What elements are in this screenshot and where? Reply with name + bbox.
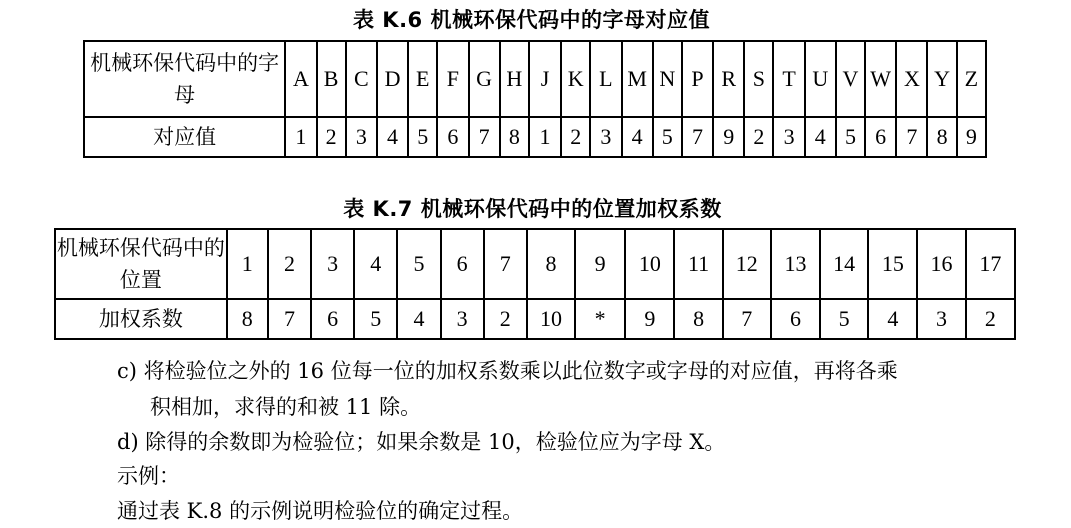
table-k6-value-cell: 3 bbox=[346, 117, 377, 157]
table-k6-value-cell: 5 bbox=[408, 117, 437, 157]
table-k7 bbox=[54, 228, 1016, 340]
table-k6-value-cell: 4 bbox=[805, 117, 836, 157]
table-k7-weight-cell: 3 bbox=[441, 299, 484, 339]
table-k6-caption: 表 K.6 机械环保代码中的字母对应值 bbox=[353, 8, 710, 32]
table-k6-value-cell: 2 bbox=[317, 117, 346, 157]
table-k6-letter-cell: Z bbox=[957, 41, 986, 117]
table-k7-position-cell: 7 bbox=[484, 229, 527, 299]
table-k6-value-cell: 1 bbox=[285, 117, 316, 157]
table-k6-value-cell: 4 bbox=[377, 117, 408, 157]
table-k6-letter-cell: D bbox=[377, 41, 408, 117]
table-k7-weight-cell: 5 bbox=[354, 299, 397, 339]
table-k6-value-cell: 8 bbox=[500, 117, 529, 157]
table-k7-weight-cell: 10 bbox=[527, 299, 575, 339]
table-k6-letter-cell: J bbox=[529, 41, 561, 117]
table-k6-value-cell: 5 bbox=[653, 117, 682, 157]
table-k6-value-cell: 6 bbox=[865, 117, 896, 157]
table-k6-letter-header: 机械环保代码中的字母 bbox=[84, 41, 285, 117]
table-k6-value-cell: 9 bbox=[713, 117, 744, 157]
table-k7-position-cell: 15 bbox=[868, 229, 917, 299]
table-k6-value-cell: 4 bbox=[622, 117, 653, 157]
table-k7-position-header: 机械环保代码中的位置 bbox=[55, 229, 227, 299]
table-k6-value-row bbox=[84, 117, 986, 157]
table-k7-weight-cell: 2 bbox=[484, 299, 527, 339]
table-k6-value-cell: 8 bbox=[927, 117, 956, 157]
table-k6-value-cell: 5 bbox=[836, 117, 865, 157]
table-k7-weight-cell: 5 bbox=[820, 299, 868, 339]
table-k7-position-cell: 17 bbox=[966, 229, 1015, 299]
table-k7-weight-cell: 4 bbox=[868, 299, 917, 339]
table-k6-value-cell: 1 bbox=[529, 117, 561, 157]
table-k6-value-cell: 2 bbox=[561, 117, 590, 157]
table-k6-letter-cell: V bbox=[836, 41, 865, 117]
table-k6-value-cell: 3 bbox=[773, 117, 804, 157]
table-k7-position-cell: 10 bbox=[625, 229, 674, 299]
table-k7-weight-cell: 4 bbox=[397, 299, 440, 339]
table-k6-letter-cell: X bbox=[896, 41, 927, 117]
table-k7-weight-cell: 6 bbox=[311, 299, 354, 339]
table-k7-position-cell: 1 bbox=[227, 229, 268, 299]
table-k7-position-row bbox=[55, 229, 1015, 299]
table-k6-letter-cell: R bbox=[713, 41, 744, 117]
table-k6-letter-cell: K bbox=[561, 41, 590, 117]
table-k7-weight-row bbox=[55, 299, 1015, 339]
table-k6-letter-cell: F bbox=[437, 41, 468, 117]
table-k7-position-cell: 3 bbox=[311, 229, 354, 299]
table-k6-letter-cell: U bbox=[805, 41, 836, 117]
table-k6-value-cell: 7 bbox=[682, 117, 713, 157]
table-k6-letter-cell: Y bbox=[927, 41, 956, 117]
table-k6-letter-cell: B bbox=[317, 41, 346, 117]
table-k7-position-cell: 12 bbox=[723, 229, 771, 299]
table-k6-letter-cell: C bbox=[346, 41, 377, 117]
table-k7-weight-cell: 8 bbox=[674, 299, 722, 339]
table-k6-letter-cell: E bbox=[408, 41, 437, 117]
table-k7-weight-cell: 7 bbox=[723, 299, 771, 339]
table-k6-value-header: 对应值 bbox=[84, 117, 285, 157]
table-k7-caption: 表 K.7 机械环保代码中的位置加权系数 bbox=[343, 197, 722, 221]
table-k6-letter-cell: T bbox=[773, 41, 804, 117]
table-k7-position-cell: 2 bbox=[268, 229, 311, 299]
table-k6-letter-cell: S bbox=[744, 41, 773, 117]
table-k7-weight-cell: 8 bbox=[227, 299, 268, 339]
table-k6-letter-cell: G bbox=[469, 41, 500, 117]
table-k7-weight-cell: 9 bbox=[625, 299, 674, 339]
table-k7-weight-cell: * bbox=[575, 299, 625, 339]
item-c-text-line1: c) 将检验位之外的 16 位每一位的加权系数乘以此位数字或字母的对应值，再将各乘 bbox=[117, 359, 898, 383]
item-d-text: d) 除得的余数即为检验位；如果余数是 10，检验位应为字母 X。 bbox=[117, 430, 726, 454]
table-k7-weight-cell: 6 bbox=[771, 299, 820, 339]
table-k7-weight-cell: 3 bbox=[917, 299, 965, 339]
example-text: 通过表 K.8 的示例说明检验位的确定过程。 bbox=[117, 499, 524, 523]
table-k7-position-cell: 11 bbox=[674, 229, 722, 299]
table-k7-weight-cell: 2 bbox=[966, 299, 1015, 339]
table-k7-weight-cell: 7 bbox=[268, 299, 311, 339]
item-c-text-line2: 积相加，求得的和被 11 除。 bbox=[150, 395, 422, 419]
table-k6-letter-cell: H bbox=[500, 41, 529, 117]
table-k6-value-cell: 7 bbox=[896, 117, 927, 157]
table-k6-letter-cell: A bbox=[285, 41, 316, 117]
table-k7-position-cell: 13 bbox=[771, 229, 820, 299]
table-k7-position-cell: 16 bbox=[917, 229, 965, 299]
table-k6-letter-cell: L bbox=[590, 41, 621, 117]
table-k6-value-cell: 7 bbox=[469, 117, 500, 157]
table-k6-value-cell: 2 bbox=[744, 117, 773, 157]
table-k7-position-cell: 4 bbox=[354, 229, 397, 299]
table-k6-value-cell: 3 bbox=[590, 117, 621, 157]
table-k7-position-cell: 5 bbox=[397, 229, 440, 299]
table-k6-letter-cell: W bbox=[865, 41, 896, 117]
table-k6-letter-row bbox=[84, 41, 986, 117]
table-k6 bbox=[83, 40, 987, 158]
table-k7-position-cell: 14 bbox=[820, 229, 868, 299]
table-k7-position-cell: 6 bbox=[441, 229, 484, 299]
table-k7-position-cell: 8 bbox=[527, 229, 575, 299]
table-k6-letter-cell: N bbox=[653, 41, 682, 117]
table-k6-value-cell: 6 bbox=[437, 117, 468, 157]
table-k6-value-cell: 9 bbox=[957, 117, 986, 157]
table-k7-weight-header: 加权系数 bbox=[55, 299, 227, 339]
example-label: 示例： bbox=[117, 464, 180, 488]
table-k7-position-cell: 9 bbox=[575, 229, 625, 299]
table-k6-letter-cell: P bbox=[682, 41, 713, 117]
table-k6-letter-cell: M bbox=[622, 41, 653, 117]
